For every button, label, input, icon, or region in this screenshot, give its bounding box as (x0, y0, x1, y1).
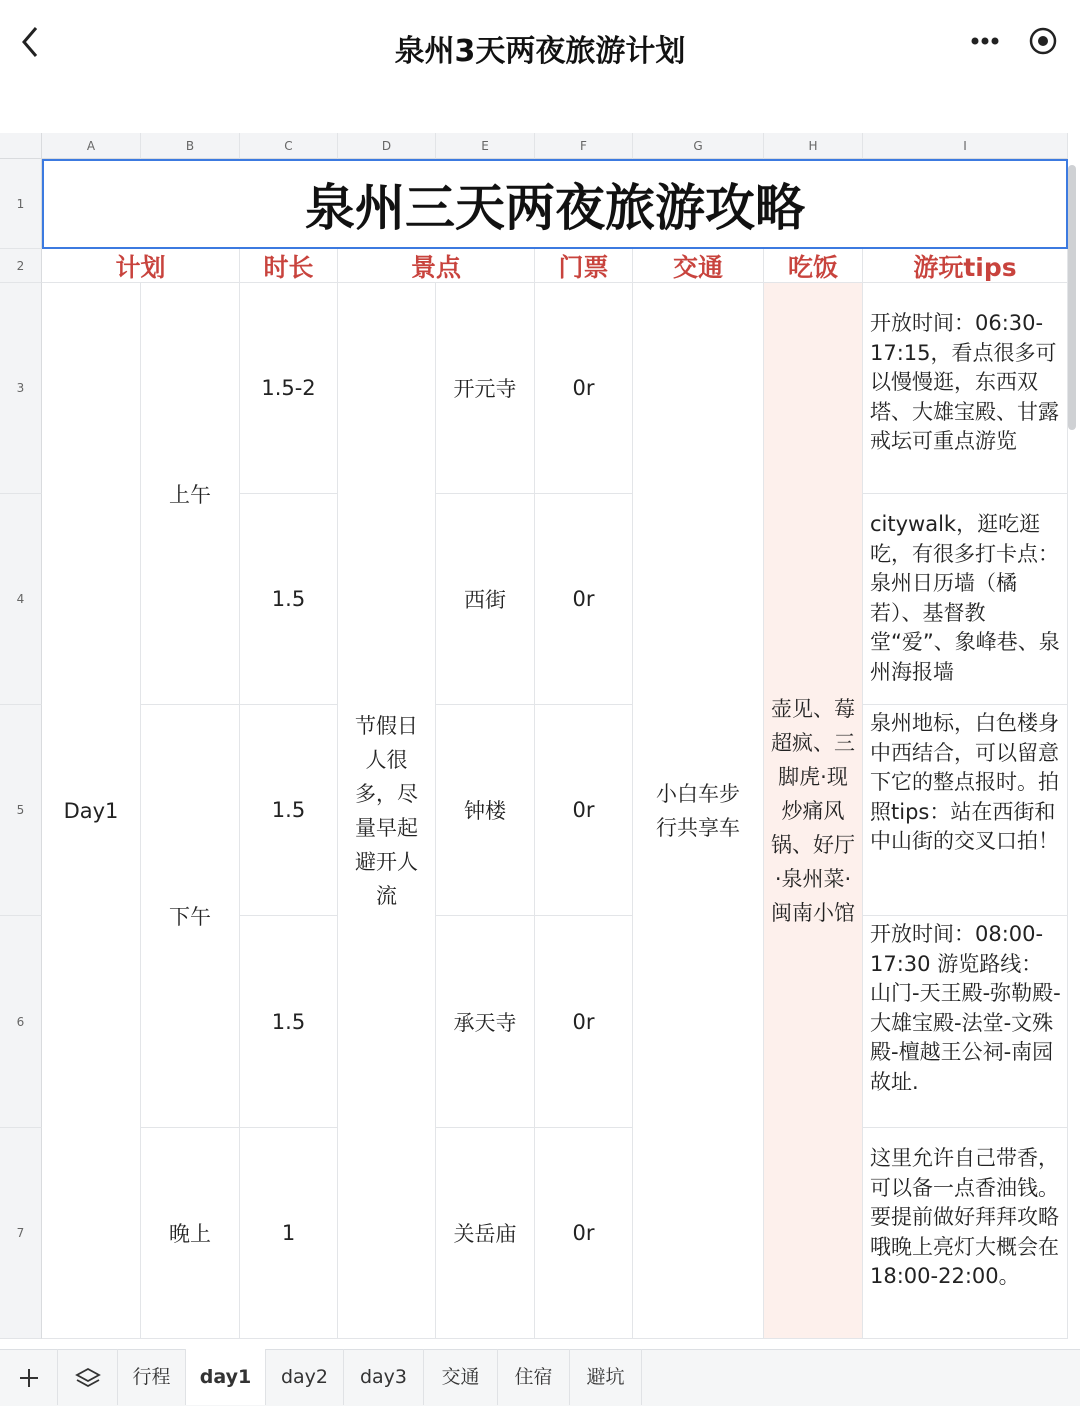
duration-cell[interactable]: 1.5 (240, 705, 338, 916)
spot-note-cell[interactable]: 节假日人很多，尽量早起避开人流 (338, 283, 436, 1339)
row-header-6[interactable]: 6 (0, 916, 42, 1128)
spot-cell[interactable]: 承天寺 (436, 916, 535, 1128)
spot-cell[interactable]: 开元寺 (436, 283, 535, 494)
header-plan[interactable]: 计划 (42, 249, 240, 283)
sheet-tab[interactable]: 交通 (424, 1349, 498, 1405)
page-title: 泉州3天两夜旅游计划 (394, 34, 686, 69)
row-header-1[interactable]: 1 (0, 159, 42, 249)
ticket-cell[interactable]: 0r (535, 494, 633, 705)
add-sheet-button[interactable] (0, 1349, 58, 1405)
period-afternoon-cell[interactable]: 下午 (141, 705, 240, 1128)
meal-cell[interactable]: 壶见、莓超疯、三脚虎·现炒痛风锅、好厅·泉州菜·闽南小馆 (764, 283, 863, 1339)
duration-cell[interactable]: 1.5 (240, 916, 338, 1128)
period-evening-cell[interactable]: 晚上 (141, 1128, 240, 1339)
sheet-tab[interactable]: day2 (266, 1349, 344, 1405)
close-miniprogram-icon[interactable] (1028, 26, 1058, 56)
top-bar (0, 0, 1080, 88)
spot-cell[interactable]: 关岳庙 (436, 1128, 535, 1339)
header-spot[interactable]: 景点 (338, 249, 535, 283)
header-transport[interactable]: 交通 (633, 249, 764, 283)
tips-cell[interactable]: citywalk，逛吃逛吃，有很多打卡点：泉州日历墙（橘若）、基督教堂“爱”、象峰巷、泉州海报墙 (863, 494, 1068, 705)
duration-cell[interactable]: 1.5-2 (240, 283, 338, 494)
spot-cell[interactable]: 钟楼 (436, 705, 535, 916)
spot-cell[interactable]: 西街 (436, 494, 535, 705)
row-header-3[interactable]: 3 (0, 283, 42, 494)
column-header-g[interactable]: G (633, 133, 764, 159)
ticket-cell[interactable]: 0r (535, 1128, 633, 1339)
select-all-corner[interactable] (0, 133, 42, 159)
sheet-tab-active[interactable]: day1 (186, 1349, 266, 1405)
column-header-c[interactable]: C (240, 133, 338, 159)
header-meal[interactable]: 吃饭 (764, 249, 863, 283)
tips-cell[interactable]: 这里允许自己带香，可以备一点香油钱。要提前做好拜拜攻略哦晚上亮灯大概会在18:00-22:00。 (863, 1128, 1068, 1339)
sheet-title-cell[interactable]: 泉州三天两夜旅游攻略 (42, 159, 1068, 249)
tips-cell[interactable]: 泉州地标，白色楼身中西结合，可以留意下它的整点报时。拍照tips：站在西街和中山街的交叉口拍！ (863, 705, 1068, 916)
transport-cell[interactable]: 小白车步行共享车 (633, 283, 764, 1339)
duration-cell[interactable]: 1 (240, 1128, 338, 1339)
ticket-cell[interactable]: 0r (535, 283, 633, 494)
row-header-7[interactable]: 7 (0, 1128, 42, 1339)
column-header-e[interactable]: E (436, 133, 535, 159)
row-header-4[interactable]: 4 (0, 494, 42, 705)
column-header-d[interactable]: D (338, 133, 436, 159)
period-morning-cell[interactable]: 上午 (141, 283, 240, 705)
sheet-tab[interactable]: 行程 (118, 1349, 186, 1405)
column-header-h[interactable]: H (764, 133, 863, 159)
row-header-2[interactable]: 2 (0, 249, 42, 283)
sheet-tab[interactable]: 避坑 (570, 1349, 642, 1405)
vertical-scrollbar[interactable] (1068, 165, 1076, 430)
header-ticket[interactable]: 门票 (535, 249, 633, 283)
sheet-list-button[interactable] (58, 1349, 118, 1405)
column-header-a[interactable]: A (42, 133, 141, 159)
day-cell[interactable]: Day1 (42, 283, 141, 1339)
column-header-f[interactable]: F (535, 133, 633, 159)
column-header-i[interactable]: I (863, 133, 1068, 159)
header-tips[interactable]: 游玩tips (863, 249, 1068, 283)
ticket-cell[interactable]: 0r (535, 705, 633, 916)
doc-toolbar (0, 88, 1080, 132)
plus-icon (18, 1367, 40, 1389)
ticket-cell[interactable]: 0r (535, 916, 633, 1128)
column-header-b[interactable]: B (141, 133, 240, 159)
tips-cell[interactable]: 开放时间：08:00-17:30 游览路线：山门-天王殿-弥勒殿-大雄宝殿-法堂-文殊殿-檀越王公祠-南园故址. (863, 916, 1068, 1128)
sheet-tab[interactable]: 住宿 (498, 1349, 570, 1405)
header-duration[interactable]: 时长 (240, 249, 338, 283)
duration-cell[interactable]: 1.5 (240, 494, 338, 705)
row-header-5[interactable]: 5 (0, 705, 42, 916)
sheet-tab[interactable]: day3 (344, 1349, 424, 1405)
tips-cell[interactable]: 开放时间：06:30-17:15，看点很多可以慢慢逛，东西双塔、大雄宝殿、甘露戒坛可重点游览 (863, 283, 1068, 494)
more-options-icon[interactable] (965, 26, 1005, 56)
layers-icon (75, 1367, 101, 1389)
